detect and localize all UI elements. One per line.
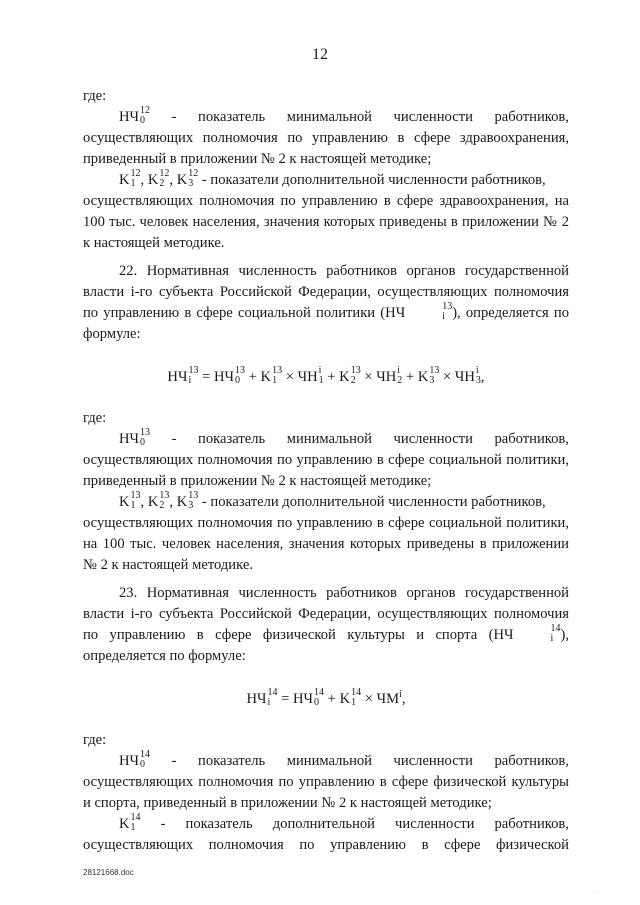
definition-text-last: осуществляющих полномочия по управлению в сфере физической [83, 837, 569, 853]
symbol-k-2-13: K 13 2 [147, 489, 170, 511]
definition-word: численности [393, 109, 473, 125]
definition-word: - [171, 109, 177, 125]
symbol-hch-0-12: НЧ 12 0 [119, 104, 151, 126]
footer-doc-code: 28121668.doc [83, 868, 134, 877]
definition-word: численности [393, 753, 473, 769]
symbol-k-2-12: K 12 2 [147, 167, 170, 189]
symbol-k-3-12: K 12 3 [176, 167, 199, 189]
formula-14: НЧ 14 i = НЧ 14 0 + K 14 1 × $ЧМ^i$, [246, 686, 406, 708]
definition-word: показатель [198, 753, 266, 769]
definition-word: работников, [494, 816, 569, 832]
definition-line: K 12 1 , K 12 2 , K 12 3 - показатели дополнительной численности работников, [119, 167, 546, 189]
paragraph-23: 23. Нормативная численность работников органов государственной власти i-го субъекта Российской Федерации, осуществляющих полномочия по управлению в сфере физической культуры и спорта (НЧ 14 i ), определяется по формуле: [83, 585, 569, 664]
symbol-k-1-14: K 14 1 [119, 811, 141, 833]
definition-word: - [171, 753, 177, 769]
definition-word: работников, [494, 431, 569, 447]
definition-word: - [171, 431, 177, 447]
definition-word: показатель [198, 109, 266, 125]
definition-word: - [160, 816, 166, 832]
definition-text: осуществляющих полномочия по управлению в сфере физической культуры и спорта, приведенный в приложении № 2 к настоящей методике; [83, 774, 569, 811]
definition-word: численности [395, 816, 475, 832]
where-label: где: [83, 410, 107, 426]
definition-line [83, 811, 569, 835]
definition-word: минимальной [286, 109, 372, 125]
paragraph-22: 22. Нормативная численность работников органов государственной власти i-го субъекта Российской Федерации, осуществляющих полномочия по управлению в сфере социальной политики (НЧ 13 i ), определяется по формуле: [83, 263, 569, 342]
definition-line: K 13 1 , K 13 2 , K 13 3 - показатели дополнительной численности работников, [119, 489, 546, 511]
formula-13: НЧ 13 i = НЧ 13 0 + K 13 1 × ЧН i 1 + K 13 2 × ЧН i 2 + K 13 3 × ЧН i 3 , [167, 364, 485, 386]
page-number: 12 [312, 46, 328, 63]
definition-text: осуществляющих полномочия по управлению в сфере социальной политики, на 100 тыс. человек населения, значения которых приведены в приложении № 2 к настоящей методике. [83, 515, 569, 573]
definition-word: показатель [185, 816, 253, 832]
page-content [83, 86, 569, 856]
symbol-hch-0-14: НЧ 14 0 [119, 748, 151, 770]
definition-word: минимальной [286, 753, 372, 769]
definition-word: численности [393, 431, 473, 447]
definition-word: дополнительной [272, 816, 375, 832]
symbol-k-1-12: K 12 1 [119, 167, 141, 189]
definition-text: осуществляющих полномочия по управлению в сфере здравоохранения, на 100 тыс. человек населения, значения которых приведены в приложении № 2 к настоящей методике. [83, 193, 569, 251]
definition-text: осуществляющих полномочия по управлению в сфере здравоохранения, приведенный в приложении № 2 к настоящей методике; [83, 130, 569, 167]
symbol-k-3-13: K 13 3 [176, 489, 199, 511]
definition-text: осуществляющих полномочия по управлению в сфере социальной политики, приведенный в приложении № 2 к настоящей методике; [83, 452, 569, 489]
scan-mark: · [597, 890, 599, 896]
symbol-hch-0-13: НЧ 13 0 [119, 426, 151, 448]
symbol-k-1-13: K 13 1 [119, 489, 141, 511]
where-label: где: [83, 88, 107, 104]
definition-word: показатель [198, 431, 266, 447]
definition-line [83, 426, 569, 450]
definition-word: работников, [494, 753, 569, 769]
where-label: где: [83, 732, 107, 748]
definition-word: минимальной [286, 431, 372, 447]
definition-word: работников, [494, 109, 569, 125]
definition-line [83, 748, 569, 772]
definition-line [83, 104, 569, 128]
